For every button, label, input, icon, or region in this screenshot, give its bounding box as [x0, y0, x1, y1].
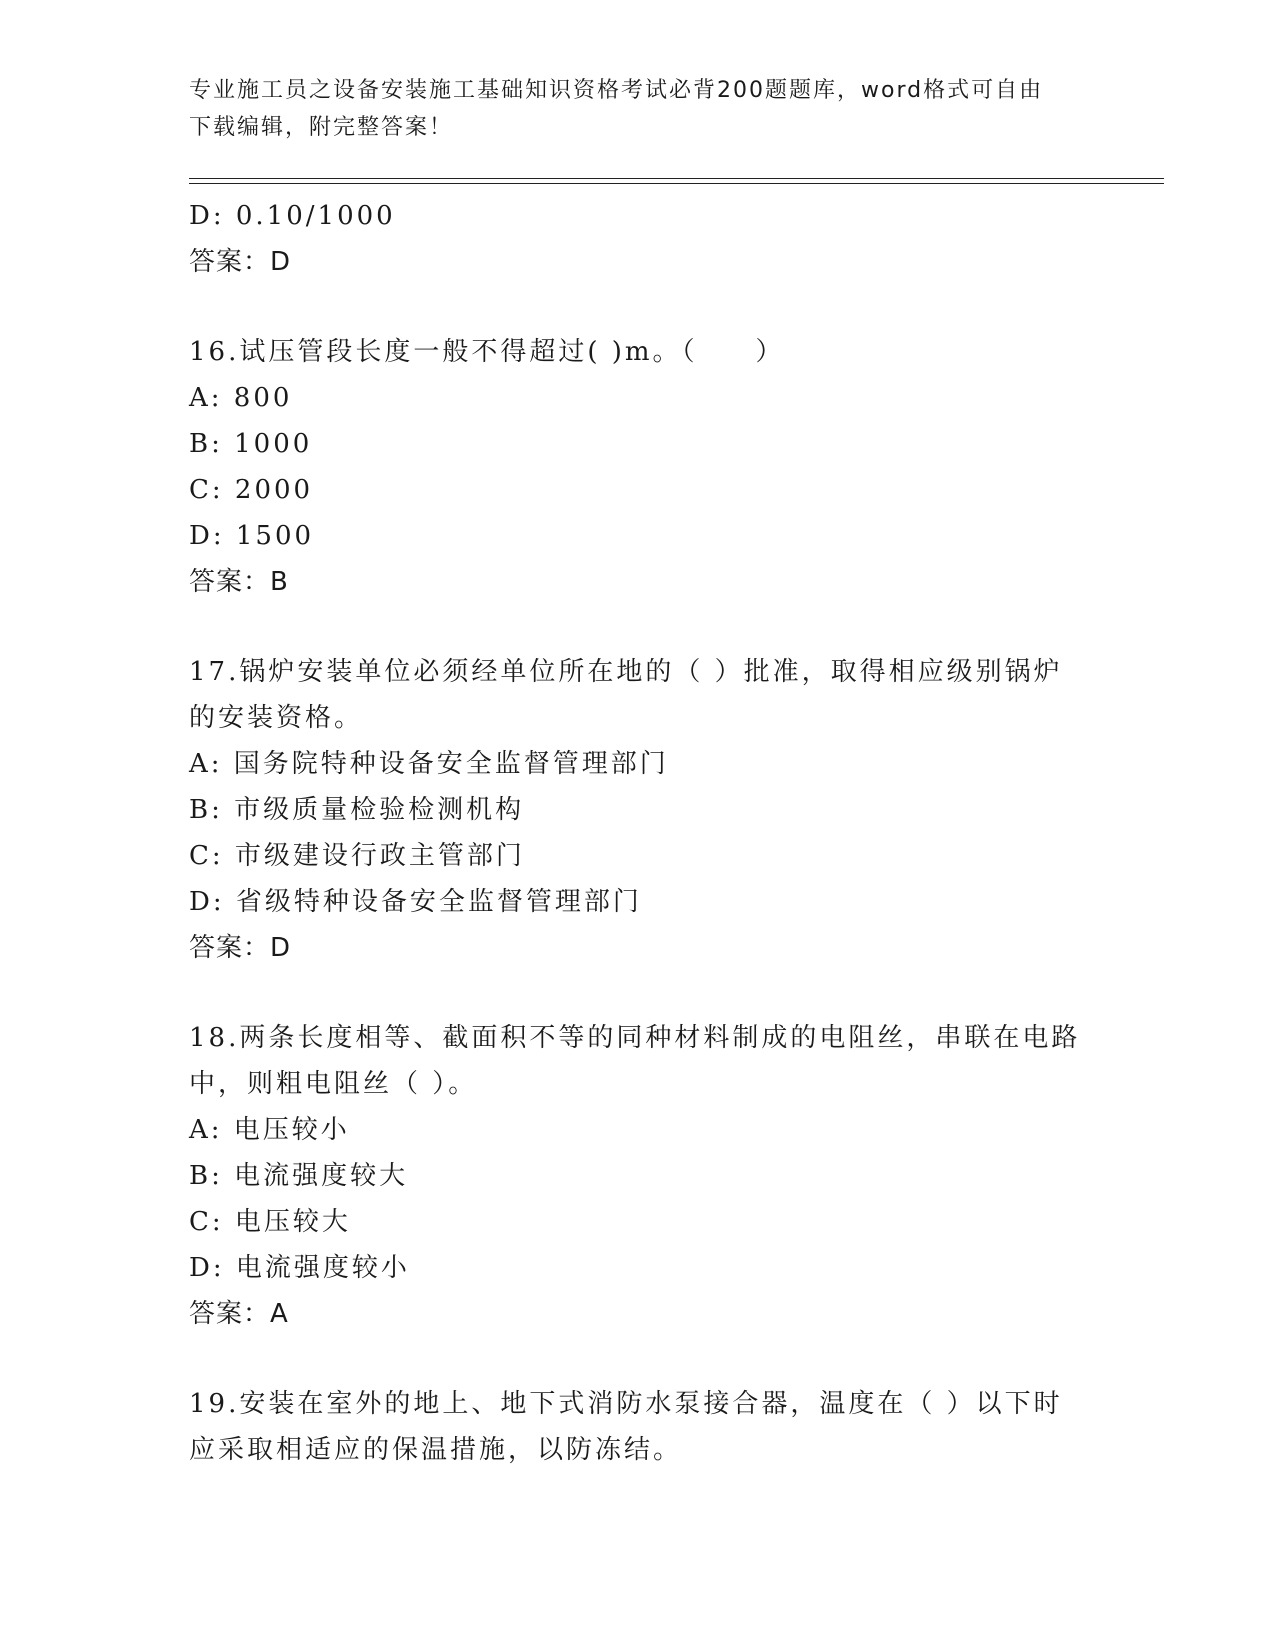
question-19 [189, 1381, 1089, 1473]
question-18 [189, 1015, 1089, 1337]
option-b: B: 电流强度较大 [189, 1161, 409, 1191]
option-b: B: 市级质量检验检测机构 [189, 795, 525, 825]
option-c: C: 电压较大 [189, 1207, 351, 1237]
document-header [189, 72, 1089, 146]
option-d: D: 电流强度较小 [189, 1253, 410, 1283]
option-d: D: 1500 [189, 521, 315, 551]
option-a: A: 电压较小 [189, 1115, 350, 1145]
header-rule-top [189, 178, 1164, 179]
question-stem: 18.两条长度相等、截面积不等的同种材料制成的电阻丝，串联在电路 [189, 1023, 1081, 1053]
question-stem: 19.安装在室外的地上、地下式消防水泵接合器，温度在（ ）以下时 [189, 1389, 1063, 1419]
option-a: A: 800 [189, 383, 293, 413]
option-b: B: 1000 [189, 429, 313, 459]
option-c: C: 2000 [189, 475, 314, 505]
option-d: D: 省级特种设备安全监督管理部门 [189, 887, 642, 917]
question-list [189, 193, 1089, 1473]
spacer [189, 971, 1089, 1015]
answer-line: 答案：D [189, 933, 292, 963]
spacer [189, 1337, 1089, 1381]
question-stem-cont: 应采取相适应的保温措施，以防冻结。 [189, 1435, 683, 1465]
option-c: C: 市级建设行政主管部门 [189, 841, 525, 871]
answer-line: 答案：B [189, 567, 289, 597]
question-stem-cont: 的安装资格。 [189, 703, 364, 733]
answer-line: 答案：D [189, 247, 292, 277]
question-16 [189, 329, 1089, 605]
question-17 [189, 649, 1089, 971]
spacer [189, 605, 1089, 649]
question-stem: 17.锅炉安装单位必须经单位所在地的（ ）批准，取得相应级别锅炉 [189, 657, 1063, 687]
question-stem: 16.试压管段长度一般不得超过( )m。（ ） [189, 337, 785, 367]
header-line-1: 专业施工员之设备安装施工基础知识资格考试必背200题题库，word格式可自由 [189, 78, 1044, 103]
question-stem-cont: 中，则粗电阻丝（ ）。 [189, 1069, 478, 1099]
header-rule-bottom [189, 183, 1164, 184]
option-a: A: 国务院特种设备安全监督管理部门 [189, 749, 669, 779]
answer-line: 答案：A [189, 1299, 289, 1329]
header-line-2: 下载编辑，附完整答案！ [189, 115, 454, 140]
option-d: D: 0.10/1000 [189, 201, 396, 231]
spacer [189, 285, 1089, 329]
